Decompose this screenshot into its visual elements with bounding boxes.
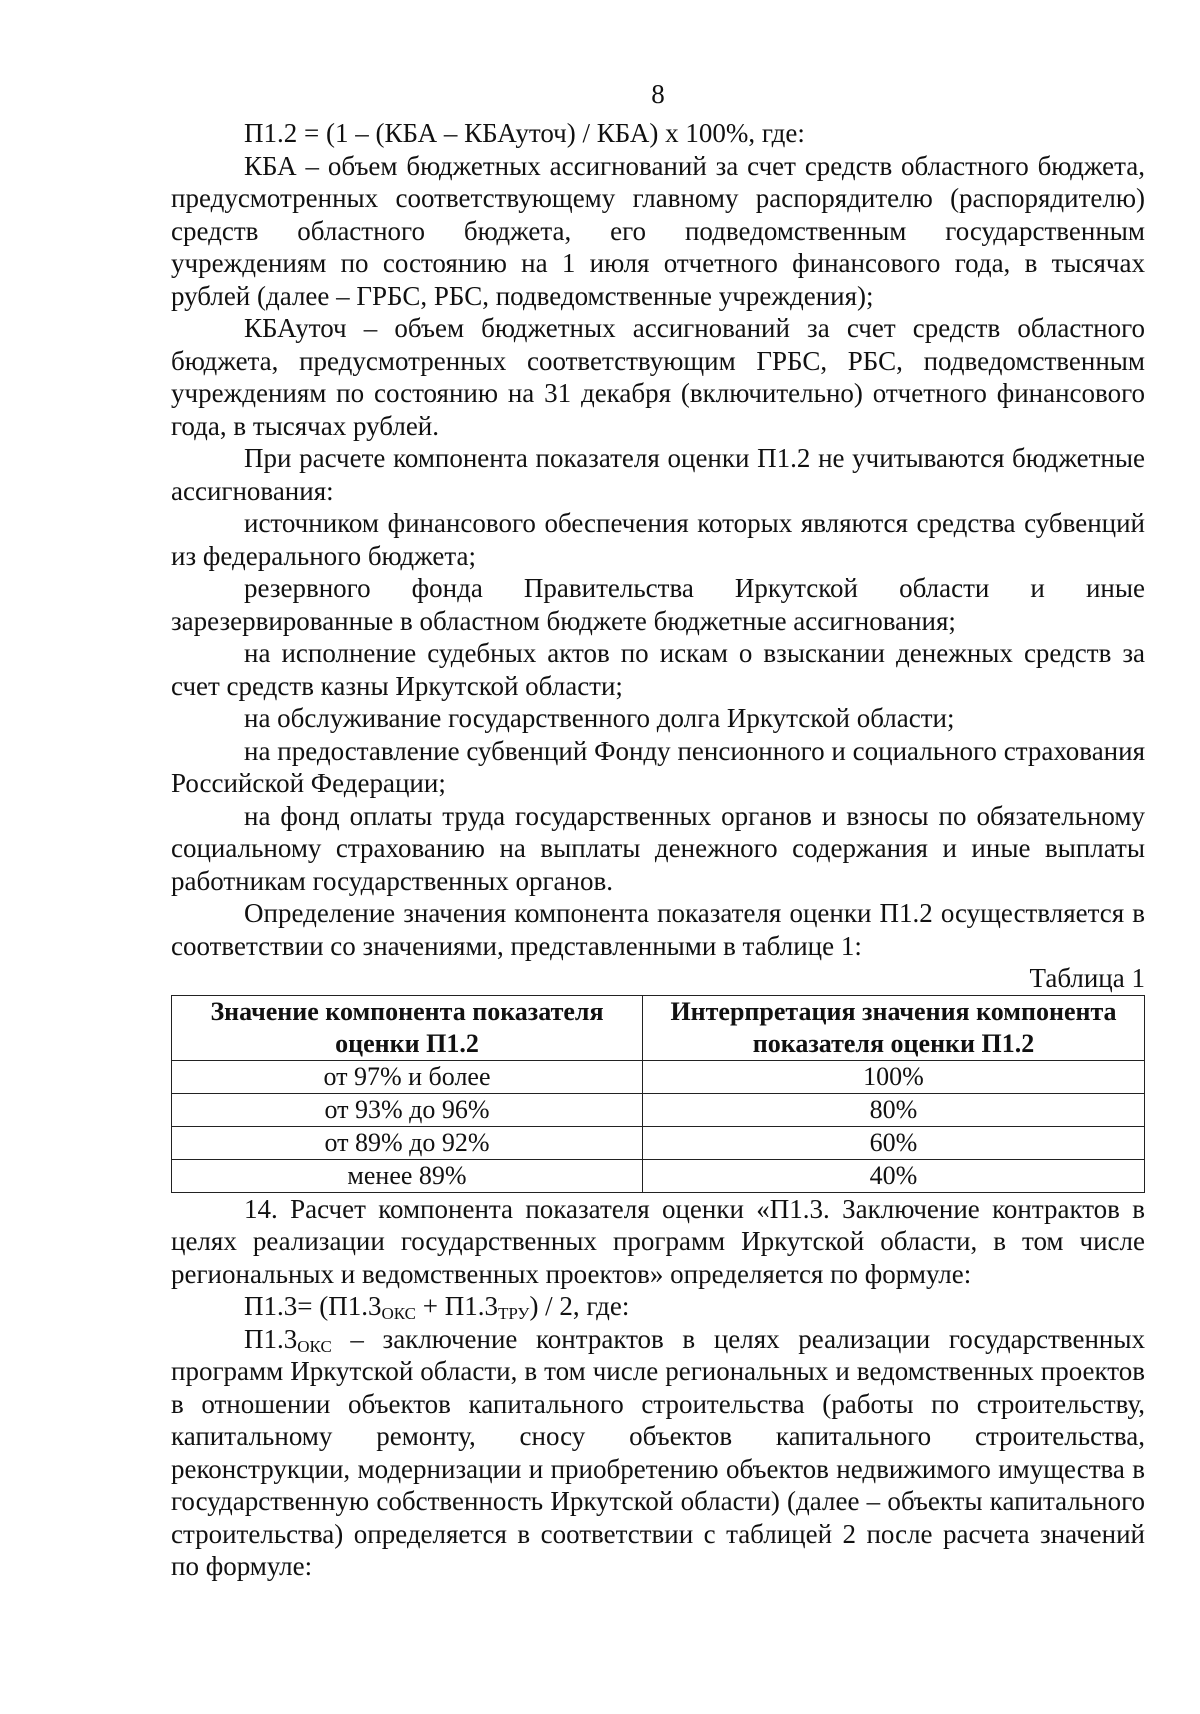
exclusion-intro: При расчете компонента показателя оценки П1.2 не учитываются бюджетные ассигнования: [171,443,1145,506]
table-cell: 40% [643,1159,1145,1192]
definition-text: – заключение контрактов в целях реализации государственных программ Иркутской области, в том числе региональных и ведомственных проектов в отношении объектов капитального строительства (работы по строительству, капитальному ремонту, сносу объектов капитального строительства, реконструкции, модернизации и приобретению объектов недвижимого имущества в государственную собственность Иркутской области) (далее – объекты капитального строительства) определяется в соответствии с таблицей 2 после расчета значений по формуле: [171,1323,1145,1581]
subscript: ОКС [381,1304,416,1323]
formula-text: + П1.3 [416,1291,498,1321]
definition-kbautoch: КБАуточ – объем бюджетных ассигнований за счет средств областного бюджета, предусмотренных соответствующим ГРБС, РБС, подведомственным учреждениям по состоянию на 31 декабря (включительно) отчетного финансового года, в тысячах рублей. [171,313,1145,441]
table-cell: 60% [643,1126,1145,1159]
table-cell: 80% [643,1093,1145,1126]
exclusion-item: на исполнение судебных актов по искам о взыскании денежных средств за счет средств казны Иркутской области; [171,638,1145,701]
table-cell: менее 89% [172,1159,643,1192]
table-row [172,1093,1145,1126]
formula-p12: П1.2 = (1 – (КБА – КБАуточ) / КБА) х 100%, где: [244,118,805,148]
section-14: 14. Расчет компонента показателя оценки «П1.3. Заключение контрактов в целях реализации государственных программ Иркутской области, в том числе региональных и ведомственных проектов» определяется по формуле: [171,1193,1145,1289]
exclusion-item: источником финансового обеспечения которых являются средства субвенций из федерального бюджета; [171,508,1145,571]
formula-text: П1.3= (П1.3 [244,1291,382,1321]
table-cell: от 89% до 92% [172,1126,643,1159]
page-number: 8 [651,79,665,109]
subscript: ОКС [297,1336,332,1356]
table-1 [171,995,1145,1193]
table-row [172,1060,1145,1093]
table-cell: 100% [643,1060,1145,1093]
term: П1.3 [244,1323,298,1354]
exclusion-item: резервного фонда Правительства Иркутской области и иные зарезервированные в областном бюджете бюджетные ассигнования; [171,573,1145,636]
table-row [172,1126,1145,1159]
definition-p13oks [171,1323,1145,1583]
formula-p13 [171,1290,1145,1323]
document-body [171,117,1145,1583]
subscript: ТРУ [497,1304,530,1323]
table-cell: от 97% и более [172,1060,643,1093]
table-header-cell: Интерпретация значения компонента показателя оценки П1.2 [643,995,1145,1060]
table-row [172,1159,1145,1192]
table-header-cell: Значение компонента показателя оценки П1.2 [172,995,643,1060]
exclusion-item: на фонд оплаты труда государственных органов и взносы по обязательному социальному страхованию на выплаты денежного содержания и иные выплаты работникам государственных органов. [171,800,1145,896]
definition-kba: КБА – объем бюджетных ассигнований за счет средств областного бюджета, предусмотренных соответствующему главному распорядителю (распорядителю) средств областного бюджета, его подведомственным государственным учреждениям по состоянию на 1 июля отчетного финансового года, в тысячах рублей (далее – ГРБС, РБС, подведомственные учреждения); [171,150,1145,311]
table-header-row [172,995,1145,1060]
exclusion-item: на предоставление субвенций Фонду пенсионного и социального страхования Российской Федерации; [171,735,1145,798]
exclusion-item: на обслуживание государственного долга Иркутской области; [244,703,955,733]
table-caption: Таблица 1 [1029,963,1145,993]
formula-text: ) / 2, где: [529,1291,630,1321]
table-intro: Определение значения компонента показателя оценки П1.2 осуществляется в соответствии со значениями, представленными в таблице 1: [171,898,1145,961]
table-cell: от 93% до 96% [172,1093,643,1126]
